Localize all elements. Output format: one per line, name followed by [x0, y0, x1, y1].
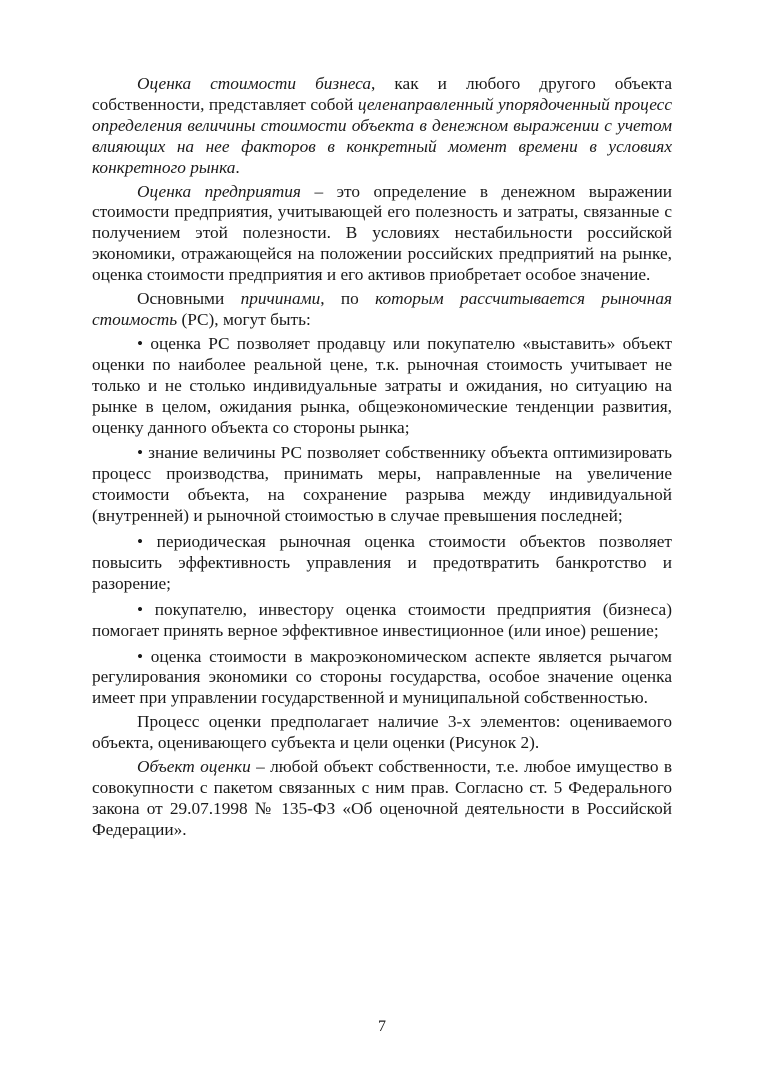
definition-text: целенаправленный упорядоченный процесс определения величины стоимости объекта в денежном выражении с учетом влияющих на нее факторов в конкретный момент времени в условиях конкретного рынка: [92, 94, 672, 177]
paragraph-enterprise-valuation: Оценка предприятия – это определение в денежном выражении стоимости предприятия, учитывающей его полезность и затраты, связанные с получением этой полезности. В условиях нестабильности российской экономики, отражающейся на положении российских предприятий на рынке, оценка стоимости предприятия и его активов приобретает особое значение.: [92, 181, 672, 285]
list-item: • знание величины РС позволяет собственнику объекта оптимизировать процесс производства, принимать меры, направленные на увеличение стоимости объекта, на сохранение разрыва между индивидуальной (внутренней) и рыночной стоимостью в случае превышения последней;: [92, 443, 672, 526]
term-reasons: причинами: [240, 289, 321, 309]
term-market-value: которым рассчитывается рыночная стоимость: [92, 289, 673, 329]
page-number: 7: [378, 1018, 386, 1035]
document-body: [92, 74, 672, 841]
list-item: • оценка стоимости в макроэкономическом аспекте является рычагом регулирования экономики со стороны государства, особое значение оценка имеет при управлении государственной и муниципальной собственностью.: [92, 646, 672, 708]
term-enterprise-valuation: Оценка предприятия: [137, 181, 301, 201]
term-valuation-object: Объект оценки: [137, 757, 251, 777]
paragraph-business-valuation-definition: Оценка стоимости бизнеса, как и любого другого объекта собственности, представляет собой целенаправленный упорядоченный процесс определения величины стоимости объекта в денежном выражении с учетом влияющих на нее факторов в конкретный момент времени в условиях конкретного рынка.: [92, 74, 672, 177]
term-business-valuation: Оценка стоимости бизнеса: [137, 74, 372, 93]
paragraph-reasons-intro: Основными причинами, по которым рассчитывается рыночная стоимость (РС), могут быть:: [92, 289, 673, 329]
list-item: • периодическая рыночная оценка стоимости объектов позволяет повысить эффективность управления и предотвратить банкротство и разорение;: [92, 532, 672, 593]
paragraph-valuation-object: Объект оценки – любой объект собственности, т.е. любое имущество в совокупности с пакетом связанных с ним прав. Согласно ст. 5 Федерального закона от 29.07.1998 № 135-ФЗ «Об оценочной деятельности в Российской Федерации».: [92, 757, 672, 839]
paragraph-valuation-process-elements: Процесс оценки предполагает наличие 3-х элементов: оцениваемого объекта, оценивающего субъекта и цели оценки (Рисунок 2).: [92, 712, 672, 753]
list-item: • оценка РС позволяет продавцу или покупателю «выставить» объект оценки по наиболее реальной цене, т.к. рыночная стоимость учитывает не только и не столько индивидуальные затраты и ожидания, но ситуацию на рынке в целом, ожидания рынка, общеэкономические тенденции развития, оценку данного объекта со стороны рынка;: [92, 333, 672, 437]
list-item: • покупателю, инвестору оценка стоимости предприятия (бизнеса) помогает принять верное эффективное инвестиционное (или иное) решение;: [92, 599, 672, 640]
